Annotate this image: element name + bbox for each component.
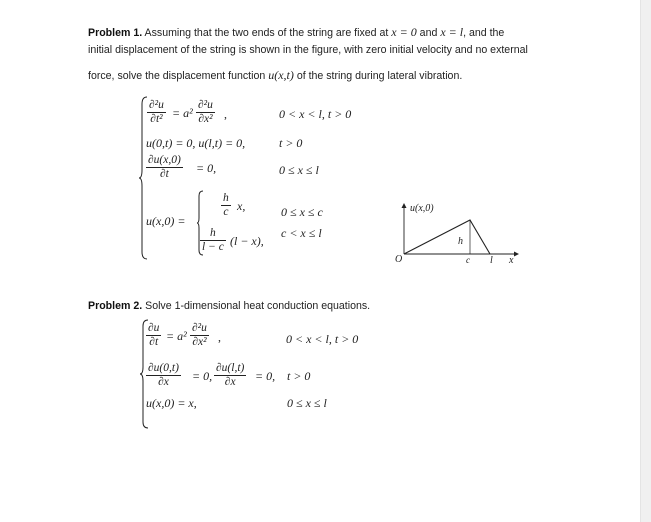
p1-eq1-coefficient: = a² — [172, 106, 193, 120]
page-edge — [640, 0, 651, 522]
figure-ylabel: u(x,0) — [410, 203, 434, 214]
p2-eq1-den: ∂t — [149, 336, 159, 348]
p1-eq1-comma: , — [224, 107, 227, 121]
p2-eq2-b-num: ∂u(l,t) — [216, 362, 245, 374]
p1-eq3-rhs: = 0, — [196, 161, 217, 175]
p1-eq3-num: ∂u(x,0) — [148, 154, 181, 166]
p2-eq2-a-den: ∂x — [158, 376, 169, 388]
y-axis-arrow-icon — [402, 203, 407, 208]
p1-eq1-lhs-den: ∂t² — [150, 113, 163, 125]
p2-eq1-rhs-fraction — [190, 322, 209, 349]
p1-eq3-fraction — [146, 154, 183, 181]
p1-eq3-domain: 0 ≤ x ≤ l — [279, 163, 319, 177]
p2-eq1-rhs-den: ∂x² — [192, 336, 207, 348]
p1-eq4-piece1-den: c — [223, 206, 229, 218]
p2-eq2-a-num: ∂u(0,t) — [148, 362, 179, 374]
displacement-profile — [404, 220, 490, 254]
problem1-condition-a: x = 0 — [391, 25, 417, 39]
problem1-line3-post: of the string during lateral vibration. — [296, 70, 463, 82]
p2-eq2-end: = 0, — [255, 369, 276, 383]
problem1-line2: initial displacement of the string is shown in the figure, with zero initial velocity and no external — [88, 44, 528, 56]
p2-eq2-domain: t > 0 — [287, 369, 311, 383]
p2-eq3: u(x,0) = x, — [146, 396, 197, 410]
p1-eq1-rhs-fraction — [196, 99, 215, 126]
p1-eq1-lhs-fraction — [147, 99, 166, 126]
figure-l-label: l — [490, 255, 493, 266]
x-axis-arrow-icon — [514, 252, 519, 257]
p2-eq1-lhs-fraction — [146, 322, 161, 349]
p1-eq4-piece2-tail: (l − x), — [230, 234, 264, 248]
p1-eq1-rhs-den: ∂x² — [198, 113, 213, 125]
p1-eq1-domain: 0 < x < l, t > 0 — [279, 107, 352, 121]
problem1-condition-b: x = l — [440, 25, 464, 39]
figure-peak-label: h — [458, 236, 463, 247]
figure-origin-label: O — [395, 254, 403, 265]
problem1-line3-pre: force, solve the displacement function — [88, 70, 266, 82]
p1-eq4-piece2-domain: c < x ≤ l — [281, 226, 322, 240]
p1-eq4-piece1-fraction — [221, 192, 231, 219]
p1-eq3-den: ∂t — [159, 168, 169, 180]
problem1-line3 — [88, 68, 462, 83]
figure-c-label: c — [466, 255, 470, 265]
p2-eq1-rhs-num: ∂²u — [192, 322, 207, 334]
p2-eq2-mid: = 0, — [192, 369, 213, 383]
figure-x-label: x — [509, 255, 514, 266]
problem2-text: Solve 1-dimensional heat conduction equations. — [145, 300, 371, 312]
p1-eq4-lhs: u(x,0) = — [146, 214, 186, 228]
problem1-line1-text: Assuming that the two ends of the string are fixed at — [144, 27, 389, 39]
initial-displacement-figure — [390, 200, 520, 266]
p1-eq4-piece2-num: h — [200, 227, 226, 241]
p1-eq4-piece2-fraction — [200, 227, 226, 254]
p1-eq4-piece1-num: h — [223, 192, 229, 204]
p2-eq1-num: ∂u — [148, 322, 160, 334]
p2-eq2-b-den: ∂x — [224, 376, 236, 388]
p1-eq4-piece1-tail: x, — [237, 199, 246, 213]
p1-eq1-rhs-num: ∂²u — [198, 99, 213, 111]
problem1-line1 — [88, 25, 504, 40]
problem2-label: Problem 2. — [88, 300, 143, 312]
p1-eq1-lhs-num: ∂²u — [149, 99, 164, 111]
p2-eq1-comma: , — [218, 330, 221, 344]
p2-eq1-domain: 0 < x < l, t > 0 — [286, 332, 359, 346]
p1-eq4-piece2-den: l − c — [202, 241, 224, 253]
p1-eq2-domain: t > 0 — [279, 136, 303, 150]
p1-eq4-piece1-domain: 0 ≤ x ≤ c — [281, 205, 323, 219]
p1-eq2: u(0,t) = 0, u(l,t) = 0, — [146, 136, 246, 150]
problem1-function: u(x,t) — [268, 68, 294, 82]
problem1-and-word: and — [419, 27, 438, 39]
p2-eq2-a-fraction — [146, 362, 181, 389]
p2-eq3-domain: 0 ≤ x ≤ l — [287, 396, 327, 410]
problem2-line — [88, 300, 370, 312]
p2-eq1-coefficient: = a² — [166, 329, 187, 343]
problem1-label: Problem 1. — [88, 27, 143, 39]
problem1-line1-end: , and the — [463, 27, 505, 39]
p2-eq2-b-fraction — [214, 362, 246, 389]
